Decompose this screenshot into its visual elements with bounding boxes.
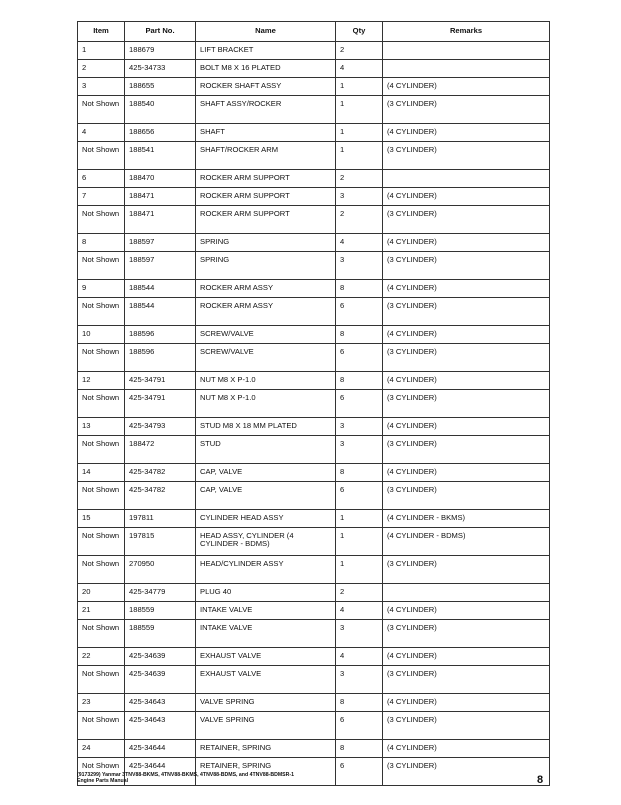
cell-name: NUT M8 X P-1.0: [196, 390, 336, 418]
cell-remarks: (4 CYLINDER): [383, 464, 550, 482]
table-row: [78, 418, 550, 436]
cell-qty: 1: [336, 142, 383, 170]
cell-part-no: 425-34639: [125, 666, 196, 694]
table-row: [78, 602, 550, 620]
table-row: [78, 298, 550, 326]
cell-item: Not Shown: [78, 96, 125, 124]
cell-remarks: (3 CYLINDER): [383, 436, 550, 464]
col-header-part-no: Part No.: [125, 22, 196, 42]
footer-manual-title: [77, 772, 294, 784]
table-row: [78, 712, 550, 740]
cell-name: EXHAUST VALVE: [196, 666, 336, 694]
cell-item: Not Shown: [78, 666, 125, 694]
col-header-remarks: Remarks: [383, 22, 550, 42]
col-header-name: Name: [196, 22, 336, 42]
cell-qty: 1: [336, 556, 383, 584]
table-row: [78, 344, 550, 372]
cell-name: BOLT M8 X 16 PLATED: [196, 60, 336, 78]
cell-part-no: 188597: [125, 234, 196, 252]
cell-item: Not Shown: [78, 344, 125, 372]
cell-item: Not Shown: [78, 712, 125, 740]
cell-remarks: (4 CYLINDER - BKMS): [383, 510, 550, 528]
cell-remarks: (3 CYLINDER): [383, 252, 550, 280]
cell-item: 4: [78, 124, 125, 142]
cell-part-no: 425-34644: [125, 740, 196, 758]
cell-qty: 3: [336, 252, 383, 280]
cell-item: Not Shown: [78, 436, 125, 464]
cell-part-no: 425-34733: [125, 60, 196, 78]
cell-name: CAP, VALVE: [196, 482, 336, 510]
cell-remarks: (3 CYLINDER): [383, 298, 550, 326]
cell-item: 6: [78, 170, 125, 188]
cell-qty: 4: [336, 234, 383, 252]
cell-part-no: 425-34639: [125, 648, 196, 666]
table-row: [78, 436, 550, 464]
cell-qty: 1: [336, 96, 383, 124]
cell-name: EXHAUST VALVE: [196, 648, 336, 666]
cell-part-no: 425-34791: [125, 372, 196, 390]
cell-qty: 8: [336, 694, 383, 712]
cell-part-no: 197815: [125, 528, 196, 556]
cell-remarks: [383, 42, 550, 60]
cell-remarks: (3 CYLINDER): [383, 344, 550, 372]
cell-name: STUD: [196, 436, 336, 464]
cell-part-no: 188471: [125, 188, 196, 206]
cell-name: VALVE SPRING: [196, 694, 336, 712]
cell-qty: 3: [336, 666, 383, 694]
cell-name: SCREW/VALVE: [196, 326, 336, 344]
cell-remarks: (4 CYLINDER): [383, 372, 550, 390]
cell-part-no: 188470: [125, 170, 196, 188]
cell-remarks: (3 CYLINDER): [383, 666, 550, 694]
cell-remarks: (4 CYLINDER): [383, 78, 550, 96]
cell-part-no: 188544: [125, 280, 196, 298]
cell-remarks: (4 CYLINDER): [383, 234, 550, 252]
table-row: [78, 666, 550, 694]
cell-part-no: 188596: [125, 344, 196, 372]
cell-item: Not Shown: [78, 298, 125, 326]
table-row: [78, 188, 550, 206]
cell-part-no: 425-34782: [125, 482, 196, 510]
cell-name: INTAKE VALVE: [196, 602, 336, 620]
cell-item: 7: [78, 188, 125, 206]
cell-qty: 6: [336, 712, 383, 740]
cell-name: CAP, VALVE: [196, 464, 336, 482]
table-row: [78, 96, 550, 124]
cell-part-no: 270950: [125, 556, 196, 584]
cell-part-no: 425-34791: [125, 390, 196, 418]
cell-name: SPRING: [196, 234, 336, 252]
cell-part-no: 188679: [125, 42, 196, 60]
cell-qty: 4: [336, 60, 383, 78]
cell-remarks: (3 CYLINDER): [383, 712, 550, 740]
cell-remarks: (3 CYLINDER): [383, 142, 550, 170]
cell-remarks: (4 CYLINDER): [383, 740, 550, 758]
col-header-qty: Qty: [336, 22, 383, 42]
page-number: 8: [537, 774, 544, 786]
table-row: [78, 206, 550, 234]
cell-name: HEAD ASSY, CYLINDER (4 CYLINDER - BDMS): [196, 528, 336, 556]
cell-item: 15: [78, 510, 125, 528]
cell-part-no: 425-34643: [125, 694, 196, 712]
cell-name: SHAFT: [196, 124, 336, 142]
cell-qty: 3: [336, 418, 383, 436]
cell-item: 22: [78, 648, 125, 666]
table-row: [78, 584, 550, 602]
cell-part-no: 197811: [125, 510, 196, 528]
cell-remarks: (4 CYLINDER): [383, 694, 550, 712]
table-row: [78, 556, 550, 584]
cell-name: VALVE SPRING: [196, 712, 336, 740]
cell-item: 8: [78, 234, 125, 252]
cell-item: Not Shown: [78, 528, 125, 556]
table-row: [78, 142, 550, 170]
cell-remarks: [383, 60, 550, 78]
cell-qty: 4: [336, 648, 383, 666]
cell-qty: 3: [336, 620, 383, 648]
cell-item: Not Shown: [78, 390, 125, 418]
cell-part-no: 188597: [125, 252, 196, 280]
cell-remarks: (4 CYLINDER): [383, 188, 550, 206]
table-row: [78, 464, 550, 482]
cell-qty: 2: [336, 42, 383, 60]
cell-remarks: (4 CYLINDER): [383, 124, 550, 142]
col-header-item: Item: [78, 22, 125, 42]
cell-part-no: 425-34782: [125, 464, 196, 482]
cell-part-no: 425-34793: [125, 418, 196, 436]
cell-remarks: (4 CYLINDER - BDMS): [383, 528, 550, 556]
cell-item: 23: [78, 694, 125, 712]
cell-item: Not Shown: [78, 252, 125, 280]
cell-qty: 8: [336, 464, 383, 482]
cell-part-no: 188559: [125, 620, 196, 648]
cell-part-no: 188471: [125, 206, 196, 234]
table-row: [78, 252, 550, 280]
cell-name: RETAINER, SPRING: [196, 758, 336, 786]
cell-part-no: 425-34643: [125, 712, 196, 740]
cell-name: ROCKER ARM SUPPORT: [196, 188, 336, 206]
cell-qty: 1: [336, 528, 383, 556]
cell-part-no: 188656: [125, 124, 196, 142]
parts-table: [77, 21, 550, 786]
cell-qty: 6: [336, 344, 383, 372]
cell-name: CYLINDER HEAD ASSY: [196, 510, 336, 528]
cell-item: Not Shown: [78, 758, 125, 786]
cell-name: RETAINER, SPRING: [196, 740, 336, 758]
cell-qty: 2: [336, 584, 383, 602]
table-row: [78, 390, 550, 418]
cell-remarks: (4 CYLINDER): [383, 602, 550, 620]
cell-item: 10: [78, 326, 125, 344]
cell-qty: 6: [336, 298, 383, 326]
cell-remarks: (3 CYLINDER): [383, 758, 550, 786]
cell-qty: 2: [336, 170, 383, 188]
cell-remarks: (3 CYLINDER): [383, 390, 550, 418]
header-row: [78, 22, 550, 42]
cell-remarks: (4 CYLINDER): [383, 648, 550, 666]
cell-name: ROCKER ARM ASSY: [196, 298, 336, 326]
cell-qty: 6: [336, 482, 383, 510]
cell-remarks: (4 CYLINDER): [383, 280, 550, 298]
cell-item: 21: [78, 602, 125, 620]
cell-part-no: 188655: [125, 78, 196, 96]
cell-name: LIFT BRACKET: [196, 42, 336, 60]
cell-remarks: (4 CYLINDER): [383, 418, 550, 436]
cell-part-no: 188544: [125, 298, 196, 326]
cell-qty: 6: [336, 758, 383, 786]
cell-qty: 2: [336, 206, 383, 234]
table-row: [78, 648, 550, 666]
table-row: [78, 124, 550, 142]
table-row: [78, 740, 550, 758]
cell-part-no: 188559: [125, 602, 196, 620]
cell-qty: 3: [336, 188, 383, 206]
cell-name: ROCKER ARM SUPPORT: [196, 170, 336, 188]
cell-remarks: (3 CYLINDER): [383, 556, 550, 584]
cell-name: SHAFT/ROCKER ARM: [196, 142, 336, 170]
table-row: [78, 326, 550, 344]
cell-item: 2: [78, 60, 125, 78]
cell-remarks: (3 CYLINDER): [383, 482, 550, 510]
cell-item: 1: [78, 42, 125, 60]
cell-name: INTAKE VALVE: [196, 620, 336, 648]
cell-item: Not Shown: [78, 556, 125, 584]
table-row: [78, 528, 550, 556]
table-row: [78, 620, 550, 648]
cell-qty: 3: [336, 436, 383, 464]
cell-name: PLUG 40: [196, 584, 336, 602]
cell-item: Not Shown: [78, 142, 125, 170]
cell-name: STUD M8 X 18 MM PLATED: [196, 418, 336, 436]
table-row: [78, 60, 550, 78]
cell-part-no: 188540: [125, 96, 196, 124]
cell-remarks: [383, 584, 550, 602]
cell-qty: 8: [336, 280, 383, 298]
cell-part-no: 425-34644: [125, 758, 196, 786]
cell-item: 3: [78, 78, 125, 96]
cell-item: Not Shown: [78, 206, 125, 234]
table-row: [78, 510, 550, 528]
cell-item: 13: [78, 418, 125, 436]
cell-name: NUT M8 X P-1.0: [196, 372, 336, 390]
cell-item: 12: [78, 372, 125, 390]
footer-line-1: (9173299) Yanmar 3TNV88-BKMS, 4TNV88-BKMS, 4TNV88-BDMS, and 4TNV88-BDMSR-1: [77, 772, 294, 778]
cell-remarks: (3 CYLINDER): [383, 96, 550, 124]
table-row: [78, 78, 550, 96]
cell-qty: 8: [336, 326, 383, 344]
cell-remarks: (3 CYLINDER): [383, 206, 550, 234]
cell-item: Not Shown: [78, 482, 125, 510]
cell-qty: 8: [336, 740, 383, 758]
cell-name: HEAD/CYLINDER ASSY: [196, 556, 336, 584]
cell-qty: 4: [336, 602, 383, 620]
table-row: [78, 280, 550, 298]
cell-qty: 1: [336, 124, 383, 142]
cell-name: ROCKER ARM SUPPORT: [196, 206, 336, 234]
cell-part-no: 188541: [125, 142, 196, 170]
table-row: [78, 234, 550, 252]
cell-part-no: 425-34779: [125, 584, 196, 602]
cell-item: Not Shown: [78, 620, 125, 648]
table-row: [78, 170, 550, 188]
cell-part-no: 188472: [125, 436, 196, 464]
cell-item: 20: [78, 584, 125, 602]
cell-name: SPRING: [196, 252, 336, 280]
footer-line-2: Engine Parts Manual: [77, 778, 129, 784]
cell-name: ROCKER SHAFT ASSY: [196, 78, 336, 96]
cell-remarks: (3 CYLINDER): [383, 620, 550, 648]
cell-qty: 1: [336, 78, 383, 96]
cell-qty: 8: [336, 372, 383, 390]
cell-qty: 1: [336, 510, 383, 528]
cell-remarks: (4 CYLINDER): [383, 326, 550, 344]
table-row: [78, 42, 550, 60]
cell-part-no: 188596: [125, 326, 196, 344]
cell-remarks: [383, 170, 550, 188]
table-row: [78, 372, 550, 390]
cell-name: ROCKER ARM ASSY: [196, 280, 336, 298]
cell-qty: 6: [336, 390, 383, 418]
cell-item: 9: [78, 280, 125, 298]
cell-item: 14: [78, 464, 125, 482]
cell-name: SHAFT ASSY/ROCKER: [196, 96, 336, 124]
table-row: [78, 694, 550, 712]
cell-item: 24: [78, 740, 125, 758]
cell-name: SCREW/VALVE: [196, 344, 336, 372]
table-row: [78, 482, 550, 510]
